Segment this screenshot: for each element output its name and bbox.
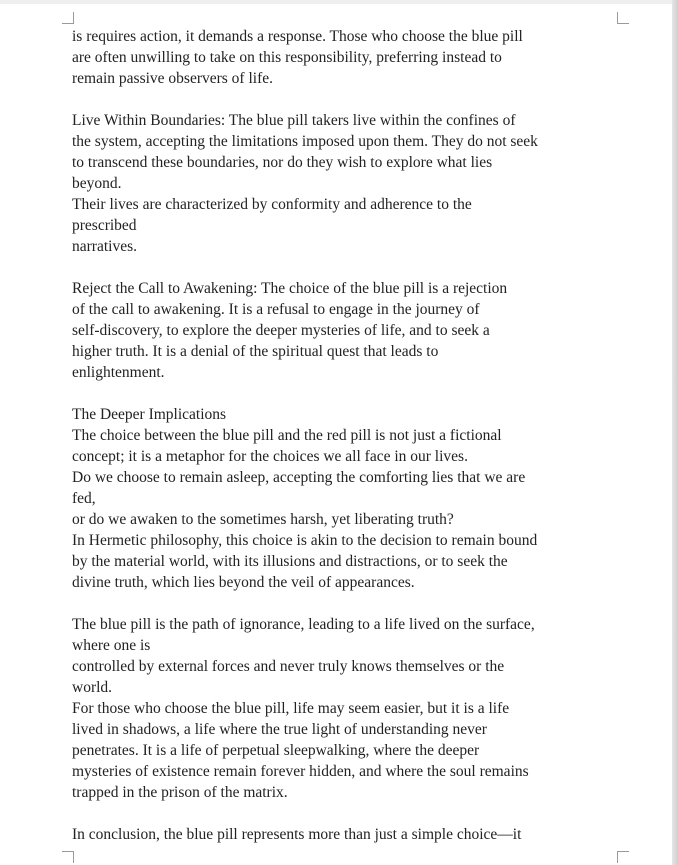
text-line: The blue pill is the path of ignorance, leading to a life lived on the surface,	[72, 616, 535, 633]
text-line: fed,	[72, 490, 96, 507]
text-line: concept; it is a metaphor for the choices we all face in our lives.	[72, 448, 468, 465]
crop-mark-top-right	[617, 12, 629, 24]
text-line: divine truth, which lies beyond the veil of appearances.	[72, 574, 415, 591]
crop-mark-bottom-right	[617, 851, 629, 863]
text-line: In conclusion, the blue pill represents more than just a simple choice—it	[72, 826, 522, 843]
paragraph-gap	[72, 383, 632, 404]
text-line: self-discovery, to explore the deeper mysteries of life, and to seek a	[72, 322, 490, 339]
text-line: the system, accepting the limitations imposed upon them. They do not seek	[72, 133, 538, 150]
crop-mark-top-left	[62, 12, 74, 24]
paragraph-gap	[72, 257, 632, 278]
text-line: to transcend these boundaries, nor do they wish to explore what lies	[72, 154, 493, 171]
text-line: remain passive observers of life.	[72, 70, 274, 87]
text-line: is requires action, it demands a response. Those who choose the blue pill	[72, 28, 523, 45]
text-line: Live Within Boundaries: The blue pill takers live within the confines of	[72, 112, 516, 129]
text-line: lived in shadows, a life where the true light of understanding never	[72, 721, 487, 738]
text-line: Their lives are characterized by conformity and adherence to the	[72, 196, 472, 213]
text-line: The choice between the blue pill and the red pill is not just a fictional	[72, 427, 502, 444]
page-top-edge	[0, 0, 678, 4]
text-line: narratives.	[72, 238, 137, 255]
text-line: where one is	[72, 637, 151, 654]
text-line: mysteries of existence remain forever hidden, and where the soul remains	[72, 763, 529, 780]
text-line: In Hermetic philosophy, this choice is akin to the decision to remain bound	[72, 532, 538, 549]
paragraph-gap	[72, 89, 632, 110]
text-line: penetrates. It is a life of perpetual sleepwalking, where the deeper	[72, 742, 480, 759]
text-line: prescribed	[72, 217, 137, 234]
text-line: world.	[72, 679, 113, 696]
text-line: Do we choose to remain asleep, accepting the comforting lies that we are	[72, 469, 526, 486]
text-line: higher truth. It is a denial of the spiritual quest that leads to	[72, 343, 439, 360]
text-line: or do we awaken to the sometimes harsh, yet liberating truth?	[72, 511, 454, 528]
window-scrollbar-edge[interactable]	[672, 0, 678, 865]
crop-mark-bottom-left	[62, 851, 74, 863]
text-line: beyond.	[72, 175, 122, 192]
document-body-text[interactable]	[72, 26, 632, 845]
text-line: of the call to awakening. It is a refusal to engage in the journey of	[72, 301, 480, 318]
text-line: trapped in the prison of the matrix.	[72, 784, 288, 801]
text-line: For those who choose the blue pill, life may seem easier, but it is a life	[72, 700, 510, 717]
paragraph-gap	[72, 803, 632, 824]
text-line: controlled by external forces and never truly knows themselves or the	[72, 658, 505, 675]
text-line: are often unwilling to take on this responsibility, preferring instead to	[72, 49, 502, 66]
text-line: enlightenment.	[72, 364, 165, 381]
text-line: Reject the Call to Awakening: The choice of the blue pill is a rejection	[72, 280, 508, 297]
paragraph-gap	[72, 593, 632, 614]
text-line: The Deeper Implications	[72, 406, 227, 423]
text-line: by the material world, with its illusions and distractions, or to seek the	[72, 553, 508, 570]
